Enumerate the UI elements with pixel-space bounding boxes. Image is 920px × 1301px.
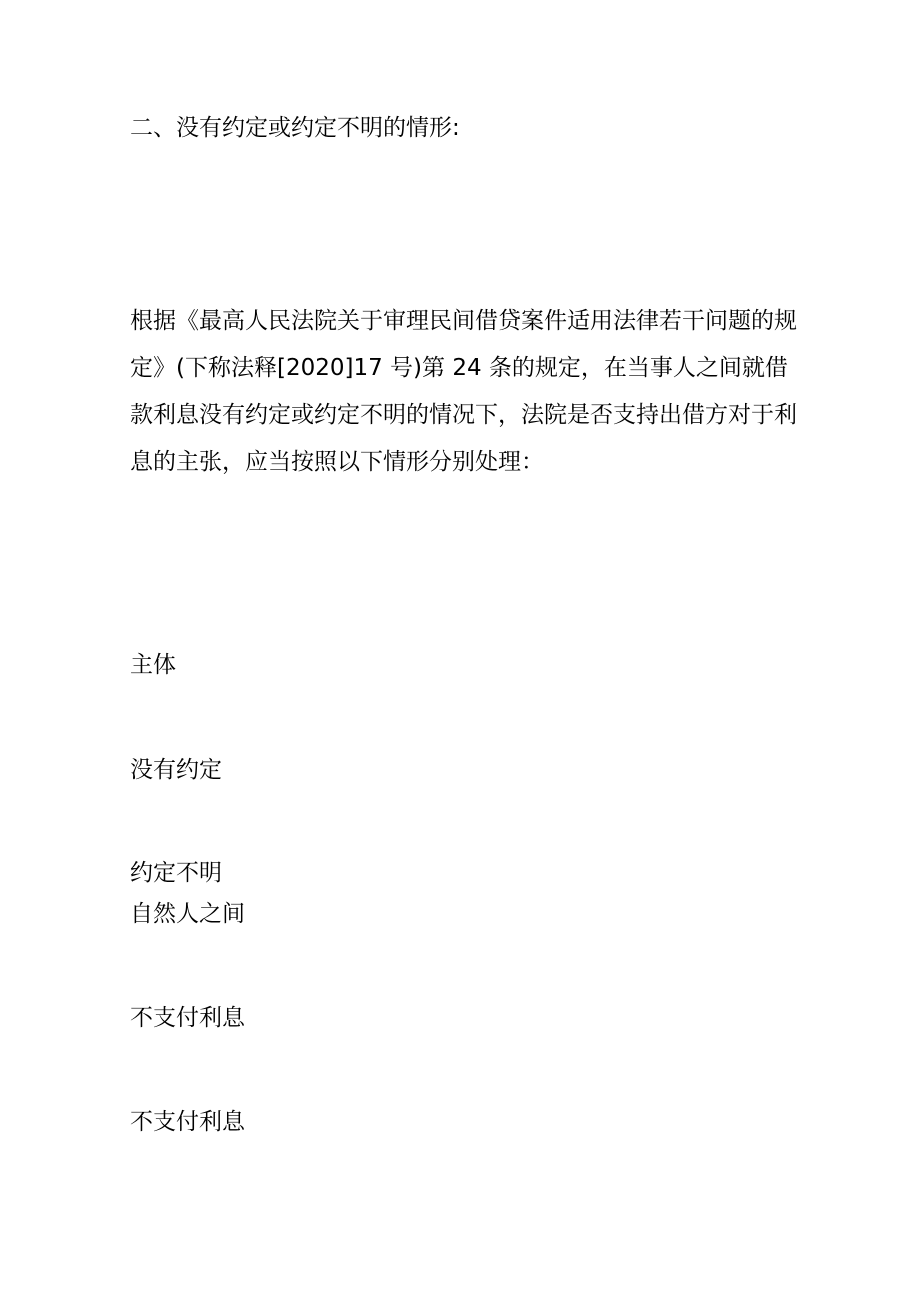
- section-heading: 二、没有约定或约定不明的情形:: [130, 115, 460, 141]
- natural-persons-label: 自然人之间: [130, 901, 245, 927]
- paragraph-line: 定》(下称法释[2020]17 号)第 24 条的规定，在当事人之间就借: [130, 355, 788, 381]
- paragraph-line: 根据《最高人民法院关于审理民间借贷案件适用法律若干问题的规: [130, 308, 797, 334]
- body-paragraph: [130, 298, 795, 486]
- unclear-agreement-label: 约定不明: [130, 860, 222, 886]
- no-agreement-label: 没有约定: [130, 757, 222, 783]
- no-interest-value: 不支付利息: [130, 1005, 245, 1031]
- subject-label: 主体: [130, 652, 176, 678]
- paragraph-line: 款利息没有约定或约定不明的情况下，法院是否支持出借方对于利: [130, 402, 797, 428]
- no-interest-value: 不支付利息: [130, 1109, 245, 1135]
- paragraph-line: 息的主张，应当按照以下情形分别处理：: [130, 449, 544, 475]
